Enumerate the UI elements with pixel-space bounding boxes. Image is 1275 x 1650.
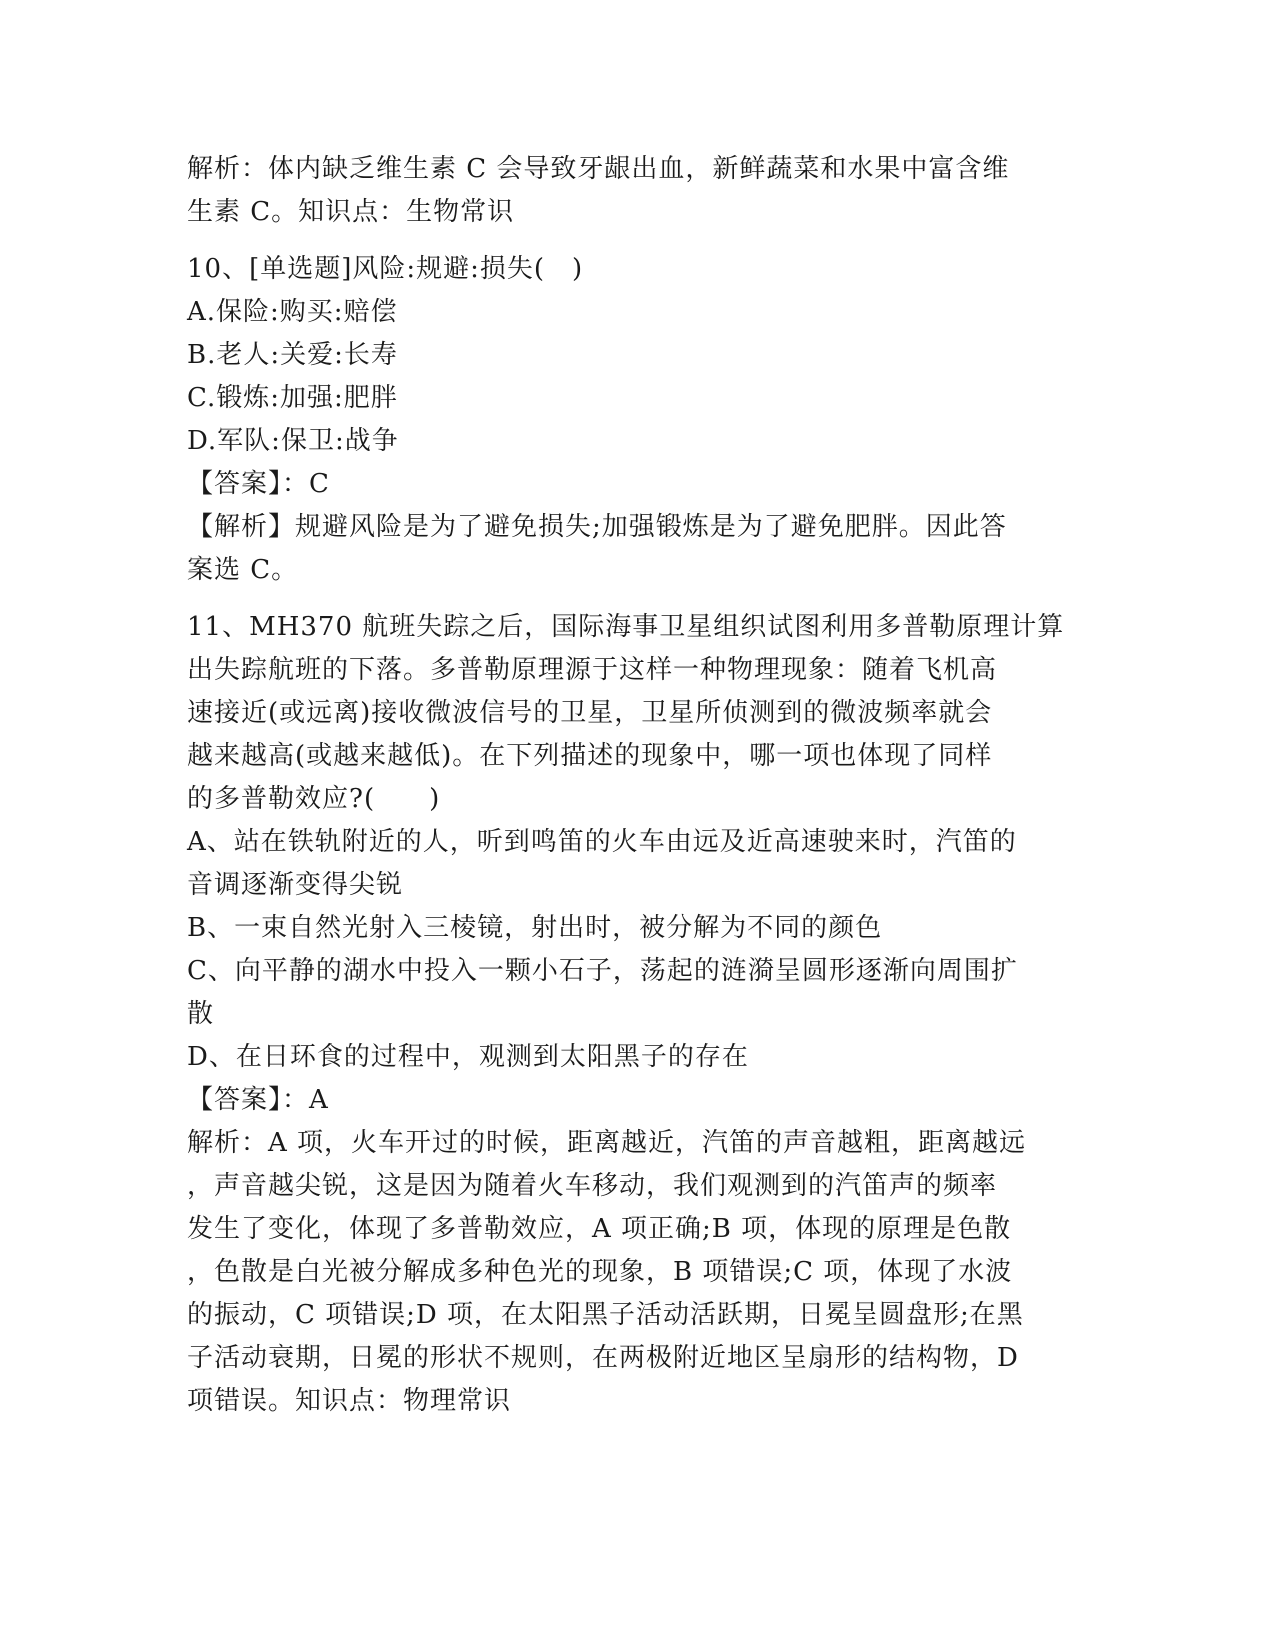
question-stem-line: 的多普勒效应?( ) xyxy=(187,784,441,814)
analysis-line: 生素 C。知识点：生物常识 xyxy=(187,197,515,227)
question-10 xyxy=(187,248,1087,592)
analysis-line: 【解析】规避风险是为了避免损失;加强锻炼是为了避免肥胖。因此答 xyxy=(187,512,1007,542)
option-a-cont: 音调逐渐变得尖锐 xyxy=(187,870,404,900)
analysis-line: 子活动衰期，日冕的形状不规则，在两极附近地区呈扇形的结构物，D xyxy=(187,1343,1019,1373)
option-d: D、在日环食的过程中，观测到太阳黑子的存在 xyxy=(187,1042,749,1072)
analysis-line: ，声音越尖锐，这是因为随着火车移动，我们观测到的汽笛声的频率 xyxy=(187,1171,998,1201)
analysis-line: ，色散是白光被分解成多种色光的现象，B 项错误;C 项，体现了水波 xyxy=(187,1257,1013,1287)
option-c-cont: 散 xyxy=(187,999,215,1029)
question-stem-line: 速接近(或远离)接收微波信号的卫星，卫星所侦测到的微波频率就会 xyxy=(187,698,993,728)
question-stem-line: 越来越高(或越来越低)。在下列描述的现象中，哪一项也体现了同样 xyxy=(187,741,993,771)
option-a: A.保险:购买:赔偿 xyxy=(187,297,398,327)
option-d: D.军队:保卫:战争 xyxy=(187,426,399,456)
document-page xyxy=(187,148,1087,1423)
analysis-line: 解析：A 项，火车开过的时候，距离越近，汽笛的声音越粗，距离越远 xyxy=(187,1128,1027,1158)
analysis-line: 解析：体内缺乏维生素 C 会导致牙龈出血，新鲜蔬菜和水果中富含维 xyxy=(187,154,1010,184)
analysis-line: 发生了变化，体现了多普勒效应，A 项正确;B 项，体现的原理是色散 xyxy=(187,1214,1012,1244)
question-stem: 10、[单选题]风险:规避:损失( ) xyxy=(187,254,584,284)
option-c: C.锻炼:加强:肥胖 xyxy=(187,383,398,413)
option-c: C、向平静的湖水中投入一颗小石子，荡起的涟漪呈圆形逐渐向周围扩 xyxy=(187,956,1018,986)
option-b: B.老人:关爱:长寿 xyxy=(187,340,398,370)
answer: 【答案】：C xyxy=(187,469,330,499)
option-b: B、一束自然光射入三棱镜，射出时，被分解为不同的颜色 xyxy=(187,913,883,943)
analysis-line: 项错误。知识点：物理常识 xyxy=(187,1386,512,1416)
analysis-line: 的振动，C 项错误;D 项，在太阳黑子活动活跃期，日冕呈圆盘形;在黑 xyxy=(187,1300,1024,1330)
option-a: A、站在铁轨附近的人，听到鸣笛的火车由远及近高速驶来时，汽笛的 xyxy=(187,827,1017,857)
question-stem-line: 出失踪航班的下落。多普勒原理源于这样一种物理现象：随着飞机高 xyxy=(187,655,998,685)
answer: 【答案】：A xyxy=(187,1085,329,1115)
question-stem-line: 11、MH370 航班失踪之后，国际海事卫星组织试图利用多普勒原理计算 xyxy=(187,612,1065,642)
question-11 xyxy=(187,606,1087,1423)
prev-analysis xyxy=(187,148,1087,234)
analysis-line: 案选 C。 xyxy=(187,555,299,585)
